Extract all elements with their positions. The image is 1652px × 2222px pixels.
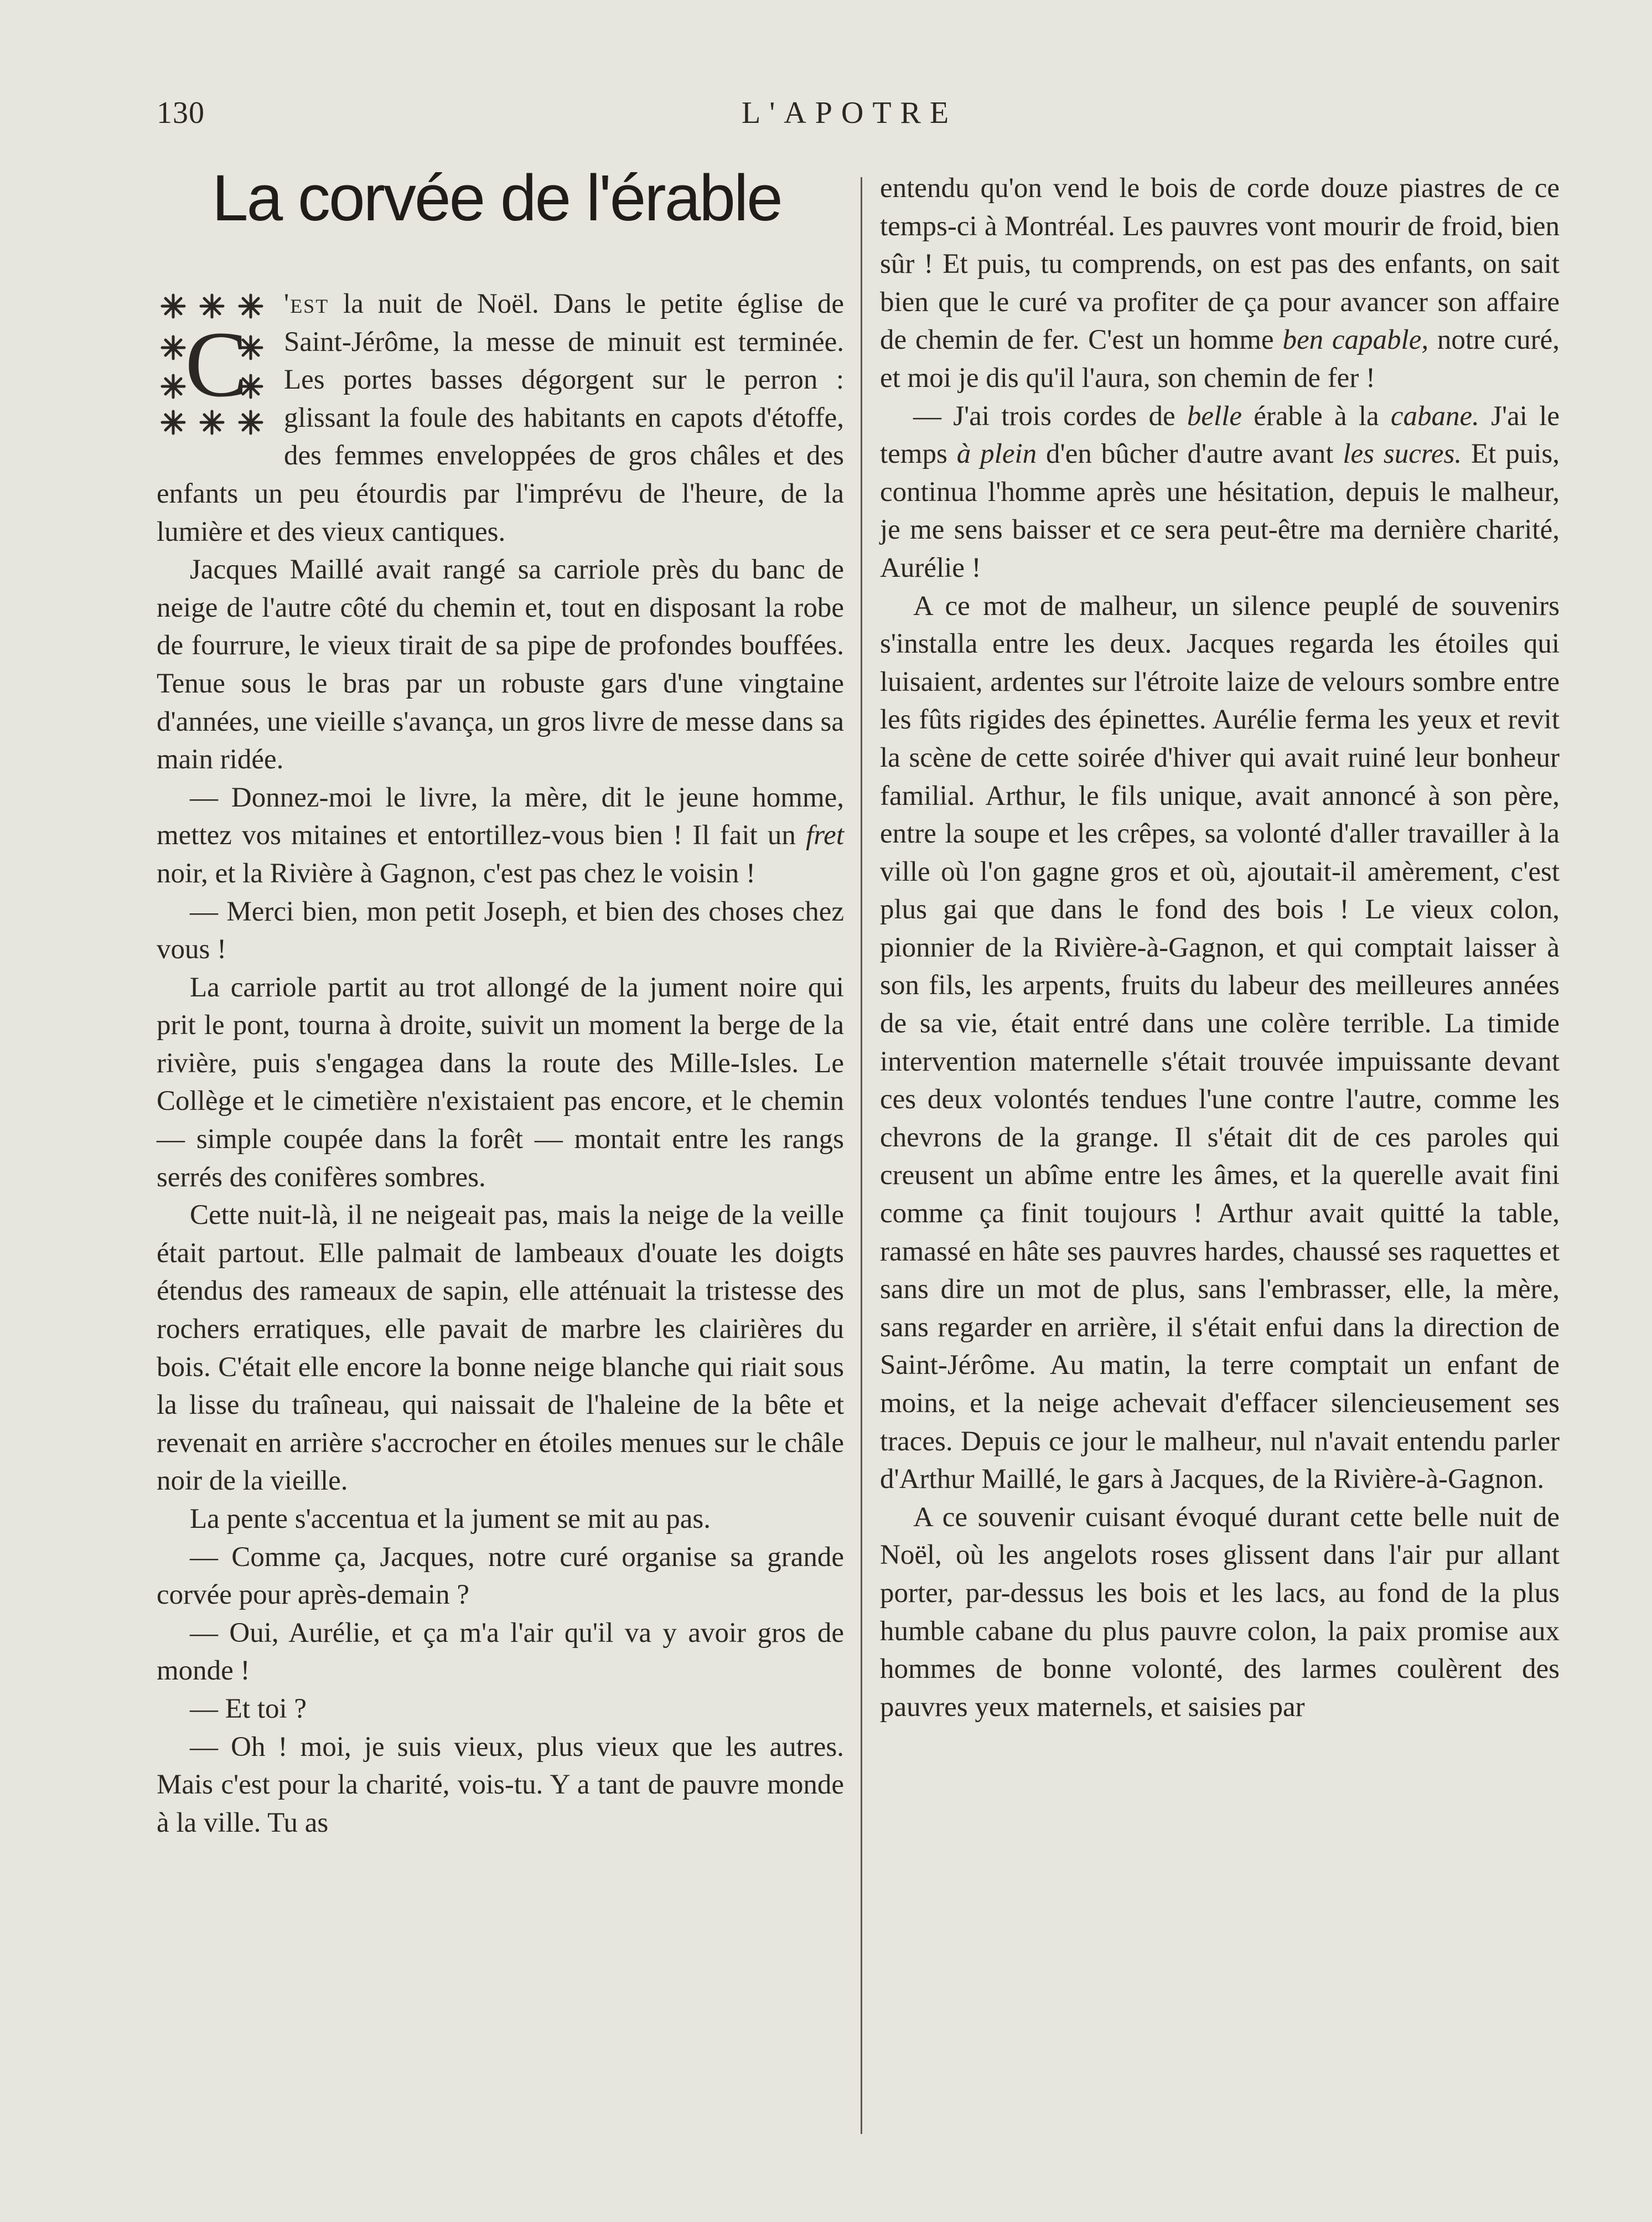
running-title: L'APOTRE	[742, 96, 958, 130]
paragraph: Jacques Maillé avait rangé sa carriole près du banc de neige de l'autre côté du chemin et, tout en disposant la robe de fourrure, le vieux tirait de sa pipe de profondes bouffées. Tenue sous le bras par un robuste gars d'une vingtaine d'années, une vieille s'avança, un gros livre de messe dans sa main ridée.	[157, 554, 844, 776]
ornamental-dropcap-icon	[157, 290, 278, 438]
paragraph	[880, 169, 1560, 397]
paragraph-text: notre curé, et moi je dis qu'il l'aura, son chemin de fer !	[880, 324, 1560, 394]
italic-word: belle	[1187, 400, 1242, 432]
right-column	[880, 169, 1560, 1726]
paragraph: Cette nuit-là, il ne neigeait pas, mais la neige de la veille était partout. Elle palmait de lambeaux d'ouate les doigts étendus des rameaux de sapin, elle atténuait la tristesse des rochers erratiques, elle pavait de marbre les clairières du bois. C'était elle encore la bonne neige blanche qui riait sous la lisse du traîneau, qui naissait de l'haleine de la bête et revenait en arrière s'accrocher en étoiles menues sur le châle noir de la vieille.	[157, 1200, 844, 1497]
paragraph: A ce mot de malheur, un silence peuplé de souvenirs s'installa entre les deux. Jacques regarda les étoiles qui luisaient, ardentes sur l'étroite laize de velours sombre entre les fûts rigides des épinettes. Aurélie ferma les yeux et revit la scène de cette soirée d'hiver qui avait ruiné leur bonheur familial. Arthur, le fils unique, avait annoncé à son père, entre la soupe et les crêpes, sa volonté d'aller travailler à la ville où l'on gagne gros et où, ajoutait-il amèrement, c'est plus gai que dans le fond des bois ! Le vieux colon, pionnier de la Rivière-à-Gagnon, et qui comptait laisser à son fils, les arpents, fruits du labeur des meilleures années de sa vie, était entré dans une colère terrible. La timide intervention maternelle s'était trouvée impuissante devant ces deux volontés tendues l'une contre l'autre, comme les chevrons de la grange. Il s'était dit de ces paroles qui creusent un abîme entre les âmes, et la querelle avait fini comme ça finit toujours ! Arthur avait quitté la table, ramassé en hâte ses pauvres hardes, chaussé ses raquettes et sans dire un mot de plus, sans l'embrasser, elle, la mère, sans regarder en arrière, il s'était enfui dans la direction de Saint-Jérôme. Au matin, la terre comptait un enfant de moins, et la neige achevait d'effacer silencieusement ses traces. Depuis ce jour le malheur, nul n'avait entendu parler d'Arthur Maillé, le gars à Jacques, de la Rivière-à-Gagnon.	[880, 590, 1560, 1495]
article-title: La corvée de l'érable	[212, 162, 781, 235]
paragraph: — Oui, Aurélie, et ça m'a l'air qu'il va y avoir gros de monde !	[157, 1617, 844, 1687]
italic-word: fret	[806, 820, 844, 851]
italic-word: les sucres.	[1343, 438, 1462, 470]
paragraph: — Et toi ?	[190, 1693, 307, 1724]
paragraph-text: — J'ai trois cordes de	[913, 400, 1187, 432]
italic-word: à plein	[956, 438, 1037, 470]
paragraph-text: érable à la	[1241, 400, 1391, 432]
italic-word: cabane.	[1390, 400, 1479, 432]
paragraph	[157, 285, 844, 551]
paragraph: A ce souvenir cuisant évoqué durant cette belle nuit de Noël, où les angelots roses glissent dans l'air pur allant porter, par-dessus les bois et les lacs, au fond de la plus humble cabane du plus pauvre colon, la paix promise aux hommes de bonne volonté, des larmes coulèrent des pauvres yeux maternels, et saisies par	[880, 1501, 1560, 1723]
paragraph	[157, 779, 844, 893]
smallcaps-opening: 'est	[284, 288, 329, 319]
paragraph: La pente s'accentua et la jument se mit au pas.	[190, 1503, 711, 1534]
paragraph-text: d'en bûcher d'autre avant	[1037, 438, 1343, 470]
paragraph-text: — Donnez-moi le livre, la mère, dit le jeune homme, mettez vos mitaines et entortillez-vous bien ! Il fait un	[157, 782, 844, 851]
paragraph-text: J'ai le temps	[880, 400, 1560, 470]
italic-word: ben capable,	[1282, 324, 1429, 356]
paragraph-text: noir, et la Rivière à Gagnon, c'est pas chez le voisin !	[157, 857, 756, 889]
paragraph-text: entendu qu'on vend le bois de corde douze piastres de ce temps-ci à Montréal. Les pauvres vont mourir de froid, bien sûr ! Et puis, tu comprends, on est pas des enfants, on sait bien que le curé va profiter de ça pour avancer son affaire de chemin de fer. C'est un homme	[880, 173, 1560, 356]
paragraph-text: la nuit de Noël. Dans le petite église de Saint-Jérôme, la messe de minuit est terminée. Les portes basses dégorgent sur le perron : glissant la foule des habitants en capots d'étoffe, des femmes enveloppées de gros châles et des enfants un peu étourdis par l'imprévu de l'heure, de la lumière et des vieux cantiques.	[157, 288, 844, 547]
page-number: 130	[157, 96, 205, 130]
column-divider	[861, 177, 862, 2134]
left-column	[157, 285, 844, 1842]
paragraph: — Oh ! moi, je suis vieux, plus vieux que les autres. Mais c'est pour la charité, vois-tu. Y a tant de pauvre monde à la ville. Tu as	[157, 1731, 844, 1838]
dropcap-letter: C	[185, 312, 248, 416]
paragraph	[880, 397, 1560, 587]
paragraph: La carriole partit au trot allongé de la jument noire qui prit le pont, tourna à droite, suivit un moment la berge de la rivière, puis s'engagea dans la route des Mille-Isles. Le Collège et le cimetière n'existaient pas encore, et le chemin — simple coupée dans la forêt — montait entre les rangs serrés des conifères sombres.	[157, 972, 844, 1193]
paragraph: — Merci bien, mon petit Joseph, et bien des choses chez vous !	[157, 896, 844, 965]
paragraph-text: Et puis, continua l'homme après une hésitation, depuis le malheur, je me sens baisser et ce sera peut-être ma dernière charité, Aurélie !	[880, 438, 1560, 583]
paragraph: — Comme ça, Jacques, notre curé organise sa grande corvée pour après-demain ?	[157, 1541, 844, 1611]
